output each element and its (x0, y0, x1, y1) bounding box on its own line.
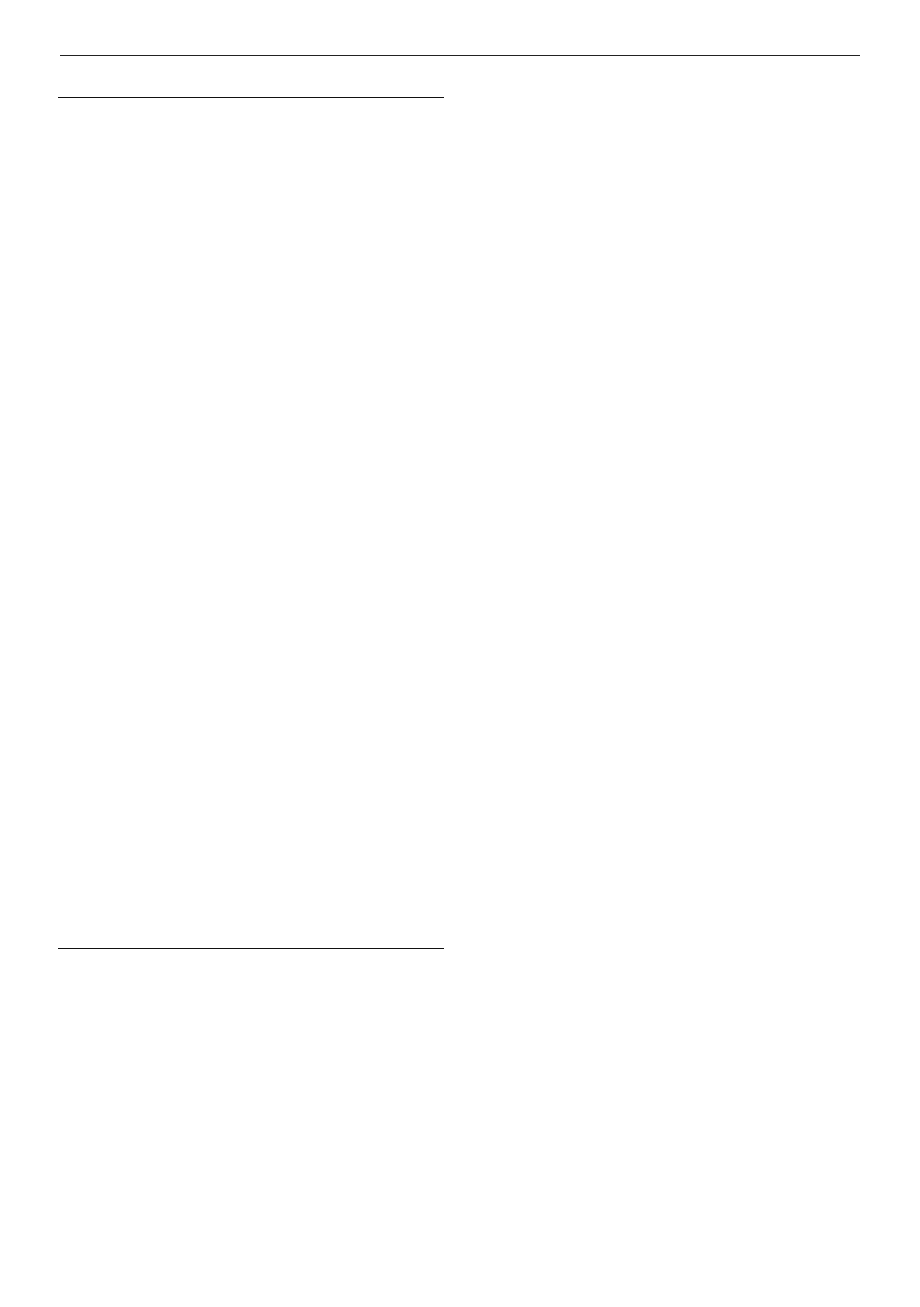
table5-caption (484, 1080, 854, 1098)
table4-col (194, 949, 319, 973)
table3-caption (486, 76, 836, 94)
table1-col (276, 98, 360, 126)
figure4 (520, 740, 800, 920)
table1-col (360, 98, 444, 126)
table2-caption (62, 306, 440, 324)
table1 (58, 97, 444, 126)
figure3 (140, 490, 830, 690)
table1-caption (62, 76, 440, 94)
table1-col (192, 98, 276, 126)
running-header (60, 30, 860, 54)
figure3-legend (250, 676, 264, 689)
header-rule (60, 55, 860, 56)
table4-col (319, 949, 444, 973)
table4 (58, 948, 444, 973)
table4-caption (64, 924, 438, 942)
